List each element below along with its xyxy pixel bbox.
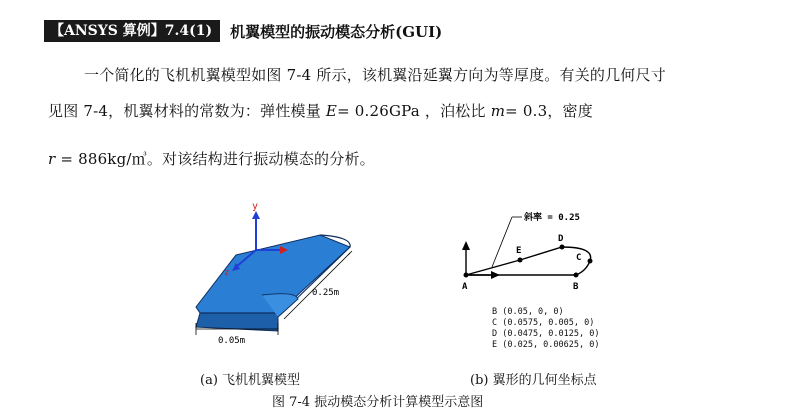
slope-label: 斜率 = 0.25 [524, 213, 580, 223]
example-title: 机翼模型的振动模态分析(GUI) [230, 22, 443, 41]
point-C [588, 259, 593, 264]
coord-B: B (0.05, 0, 0) [492, 307, 564, 317]
point-A [464, 273, 469, 278]
airfoil-profile [466, 247, 591, 275]
point-A-label: A [462, 282, 468, 292]
z-axis-label: z [224, 268, 230, 278]
coord-C: C (0.0575, 0.005, 0) [492, 318, 595, 328]
example-badge: 【ANSYS 算例】7.4(1) [44, 20, 220, 42]
figure-7-4 [0, 195, 800, 416]
paragraph-line-3: r = 886kg/㎥。对该结构进行振动模态的分析。 [48, 150, 375, 168]
coord-D: D (0.0475, 0.0125, 0) [492, 329, 600, 339]
point-B-label: B [573, 282, 579, 292]
point-E-label: E [516, 246, 522, 256]
paragraph-line-2: 见图 7-4，机翼材料的常数为：弹性模量 E= 0.26GPa ，泊松比 m= 0.3，密度 [48, 102, 593, 120]
coordinate-list [492, 307, 599, 351]
point-D [560, 245, 565, 250]
caption-b: (b) 翼形的几何坐标点 [470, 373, 597, 388]
section-title [44, 20, 442, 42]
point-E [518, 258, 523, 263]
symbol-r: r [48, 150, 56, 168]
point-D-label: D [558, 234, 564, 244]
airfoil-geometry-diagram [0, 195, 800, 365]
symbol-E: E [325, 102, 338, 120]
point-B [574, 273, 579, 278]
slope-leader-line [492, 217, 512, 267]
coord-E: E (0.025, 0.00625, 0) [492, 340, 600, 350]
point-C-label: C [576, 253, 582, 263]
figure-caption: 图 7-4 振动模态分析计算模型示意图 [272, 395, 484, 410]
paragraph-line-1: 一个简化的飞机机翼模型如图 7-4 所示，该机翼沿延翼方向为等厚度。有关的几何尺寸 [84, 66, 666, 84]
symbol-m: m [490, 102, 506, 120]
width-dim-label: 0.05m [218, 336, 246, 346]
airfoil-y-arrow [462, 241, 470, 250]
length-dim-label: 0.25m [312, 288, 340, 298]
y-axis-label: y [252, 201, 259, 212]
caption-a: (a) 飞机机翼模型 [200, 373, 301, 388]
